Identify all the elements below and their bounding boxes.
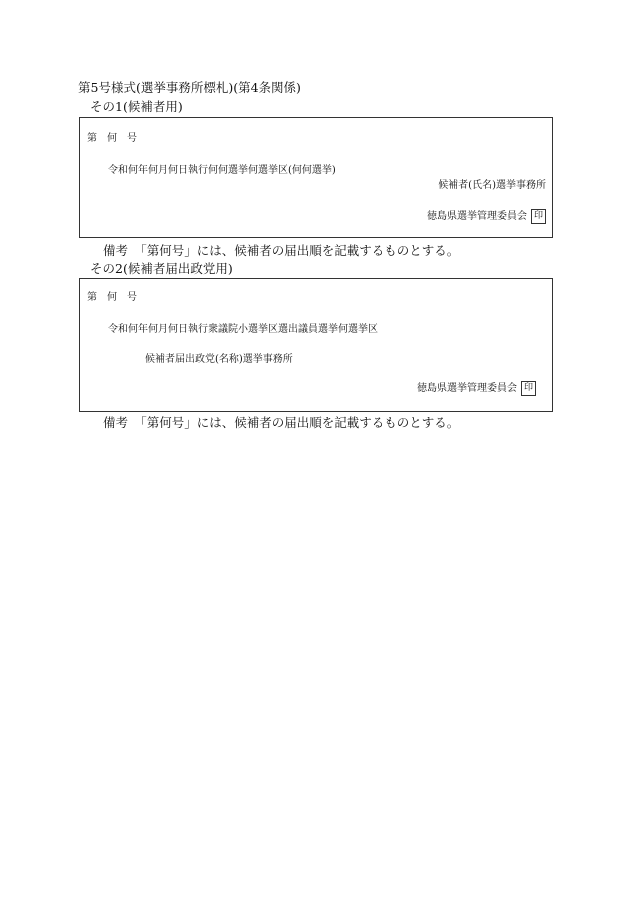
- form1-number-label: 第 何 号: [87, 133, 137, 144]
- form1-note: 備考 「第何号」には、候補者の届出順を記載するものとする。: [103, 243, 460, 258]
- form2-note: 備考 「第何号」には、候補者の届出順を記載するものとする。: [103, 415, 460, 430]
- form1-election-line: 令和何年何月何日執行何何選挙何選挙区(何何選挙): [108, 165, 336, 176]
- form2-office-line: 候補者届出政党(名称)選挙事務所: [145, 354, 293, 365]
- form2-seal: 印: [521, 381, 536, 396]
- form2-election-line: 令和何年何月何日執行衆議院小選挙区選出議員選挙何選挙区: [108, 324, 378, 335]
- form2-number-label: 第 何 号: [87, 292, 137, 303]
- form2-committee: 徳島県選挙管理委員会: [417, 382, 517, 394]
- form1-committee-row: [427, 209, 546, 224]
- form2-committee-row: [417, 381, 536, 396]
- form1-committee: 徳島県選挙管理委員会: [427, 210, 527, 222]
- form2-heading: その2(候補者届出政党用): [90, 261, 233, 276]
- form-title: 第5号様式(選挙事務所標札)(第4条関係): [78, 80, 301, 95]
- form1-office-line: 候補者(氏名)選挙事務所: [438, 180, 546, 191]
- form1-box: [79, 117, 553, 238]
- form1-heading: その1(候補者用): [90, 99, 183, 114]
- form1-seal: 印: [531, 209, 546, 224]
- form2-box: [79, 278, 553, 412]
